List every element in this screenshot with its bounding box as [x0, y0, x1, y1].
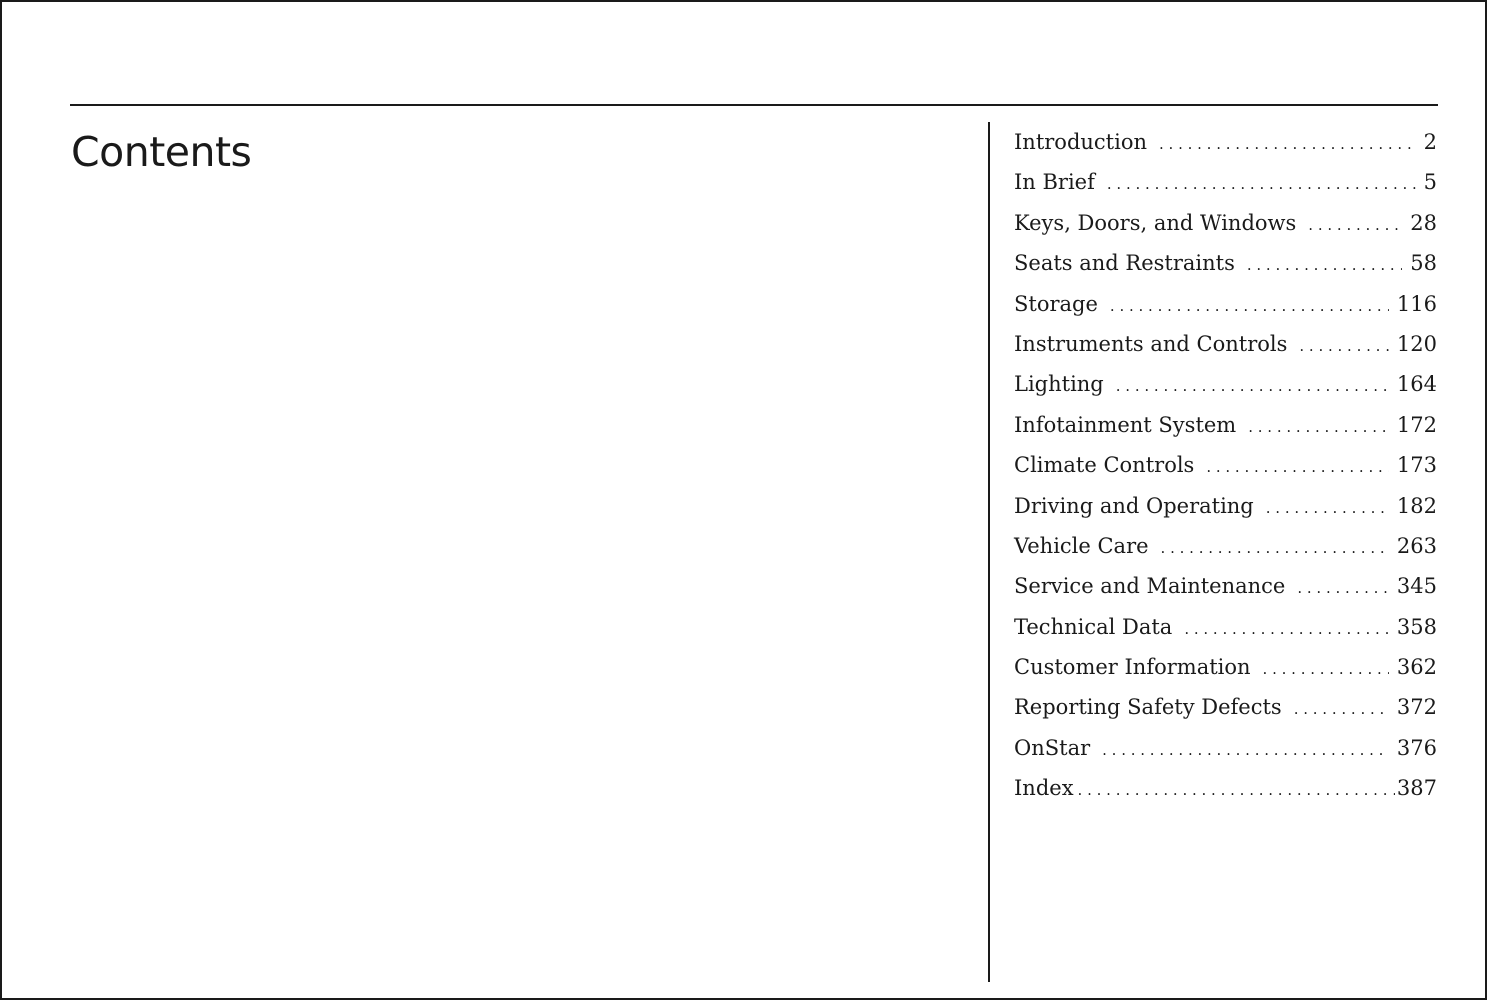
toc-entry-page: 2	[1423, 130, 1437, 154]
toc-entry-page: 58	[1410, 251, 1437, 276]
toc-entry-vehicle-care[interactable]	[1014, 534, 1437, 574]
dot-leader	[1116, 377, 1389, 395]
dot-leader	[1184, 620, 1389, 638]
toc-entry-infotainment-system[interactable]	[1014, 413, 1437, 453]
dot-leader	[1247, 256, 1402, 274]
dot-leader	[1161, 539, 1389, 557]
toc-entry-service-maintenance[interactable]	[1014, 574, 1437, 614]
toc-entry-page: 345	[1396, 574, 1437, 599]
toc-entry-title: Lighting	[1014, 372, 1104, 397]
toc-entry-page: 387	[1396, 776, 1437, 801]
dot-leader	[1299, 337, 1389, 355]
toc-entry-title: Instruments and Controls	[1014, 331, 1288, 356]
toc-entry-page: 372	[1396, 695, 1437, 720]
toc-entry-title: In Brief	[1014, 170, 1095, 195]
toc-entry-index[interactable]	[1014, 776, 1437, 816]
toc-entry-page: 362	[1396, 655, 1437, 680]
toc-entry-climate-controls[interactable]	[1014, 453, 1437, 493]
toc-entry-lighting[interactable]	[1014, 372, 1437, 412]
toc-entry-onstar[interactable]	[1014, 736, 1437, 776]
page-title: Contents	[71, 128, 252, 176]
dot-leader	[1294, 700, 1389, 718]
toc-entry-storage[interactable]	[1014, 292, 1437, 332]
table-of-contents	[1014, 130, 1437, 817]
toc-entry-page: 376	[1396, 735, 1437, 760]
toc-entry-title: Customer Information	[1014, 655, 1251, 680]
dot-leader	[1159, 135, 1416, 153]
toc-entry-page: 263	[1396, 533, 1437, 558]
toc-entry-customer-information[interactable]	[1014, 655, 1437, 695]
toc-entry-page: 164	[1396, 372, 1437, 397]
dot-leader	[1078, 781, 1395, 799]
toc-entry-instruments-controls[interactable]	[1014, 332, 1437, 372]
toc-entry-title: Storage	[1014, 291, 1098, 316]
toc-entry-driving-operating[interactable]	[1014, 494, 1437, 534]
dot-leader	[1263, 660, 1389, 678]
toc-entry-page: 172	[1396, 412, 1437, 437]
dot-leader	[1110, 297, 1389, 315]
toc-entry-title: Technical Data	[1014, 614, 1173, 639]
dot-leader	[1266, 499, 1389, 517]
toc-entry-title: Seats and Restraints	[1014, 251, 1235, 276]
dot-leader	[1308, 216, 1402, 234]
toc-entry-keys-doors-windows[interactable]	[1014, 211, 1437, 251]
toc-entry-seats-restraints[interactable]	[1014, 251, 1437, 291]
toc-entry-title: Introduction	[1014, 130, 1147, 154]
dot-leader	[1297, 579, 1389, 597]
toc-entry-title: Service and Maintenance	[1014, 574, 1286, 599]
toc-entry-title: Keys, Doors, and Windows	[1014, 210, 1297, 235]
dot-leader	[1248, 418, 1389, 436]
toc-entry-page: 182	[1396, 493, 1437, 518]
toc-entry-title: Index	[1014, 776, 1074, 801]
toc-entry-technical-data[interactable]	[1014, 615, 1437, 655]
toc-entry-title: Driving and Operating	[1014, 493, 1254, 518]
toc-entry-page: 358	[1396, 614, 1437, 639]
toc-entry-page: 173	[1396, 453, 1437, 478]
toc-entry-introduction[interactable]	[1014, 130, 1437, 170]
toc-entry-reporting-safety-defects[interactable]	[1014, 695, 1437, 735]
toc-entry-title: OnStar	[1014, 735, 1091, 760]
toc-entry-in-brief[interactable]	[1014, 170, 1437, 210]
toc-entry-page: 116	[1396, 291, 1437, 316]
dot-leader	[1102, 741, 1389, 759]
toc-entry-title: Reporting Safety Defects	[1014, 695, 1282, 720]
top-rule	[70, 104, 1438, 106]
column-divider	[988, 122, 990, 982]
toc-entry-page: 120	[1396, 331, 1437, 356]
toc-entry-page: 28	[1410, 210, 1437, 235]
toc-entry-title: Climate Controls	[1014, 453, 1195, 478]
toc-entry-title: Infotainment System	[1014, 412, 1237, 437]
toc-entry-page: 5	[1423, 170, 1437, 195]
dot-leader	[1107, 175, 1416, 193]
toc-entry-title: Vehicle Care	[1014, 533, 1149, 558]
dot-leader	[1206, 458, 1389, 476]
